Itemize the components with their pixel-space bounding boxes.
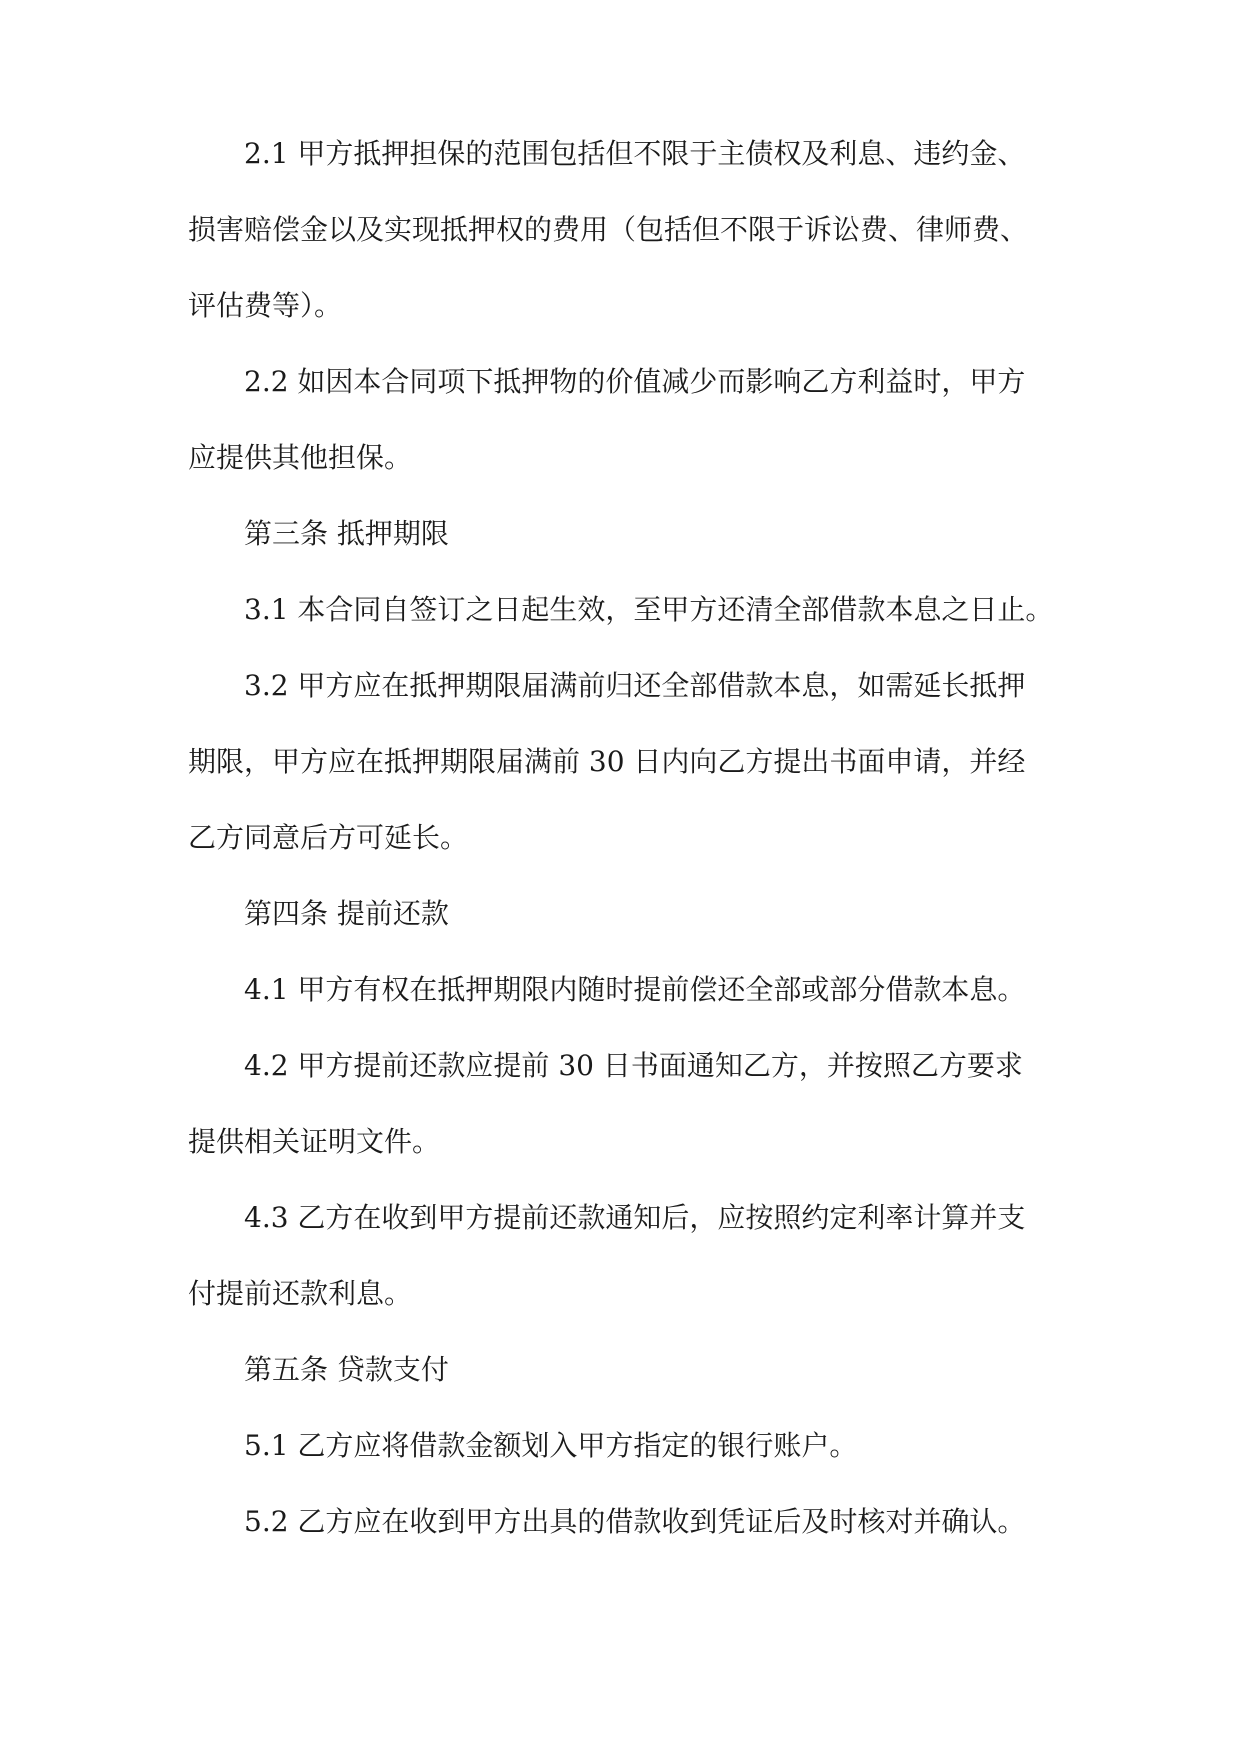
- clause-5-2-line-1: 5.2 乙方应在收到甲方出具的借款收到凭证后及时核对并确认。: [244, 1505, 1026, 1538]
- clause-4-2-line-1: 4.2 甲方提前还款应提前 30 日书面通知乙方，并按照乙方要求: [244, 1049, 1023, 1082]
- clause-4-1-line-1: 4.1 甲方有权在抵押期限内随时提前偿还全部或部分借款本息。: [244, 973, 1026, 1006]
- article-3-heading: 第三条 抵押期限: [244, 517, 449, 550]
- clause-2-2-line-2: 应提供其他担保。: [188, 441, 413, 474]
- clause-3-2-line-1: 3.2 甲方应在抵押期限届满前归还全部借款本息，如需延长抵押: [244, 669, 1026, 702]
- clause-4-2-line-2: 提供相关证明文件。: [188, 1125, 441, 1158]
- clause-3-2-line-2: 期限，甲方应在抵押期限届满前 30 日内向乙方提出书面申请，并经: [188, 745, 1026, 778]
- clause-3-1-line-1: 3.1 本合同自签订之日起生效，至甲方还清全部借款本息之日止。: [244, 593, 1054, 626]
- clause-4-3-line-1: 4.3 乙方在收到甲方提前还款通知后，应按照约定利率计算并支: [244, 1201, 1026, 1234]
- clause-2-2-line-1: 2.2 如因本合同项下抵押物的价值减少而影响乙方利益时，甲方: [244, 365, 1026, 398]
- article-4-heading: 第四条 提前还款: [244, 897, 449, 930]
- clause-4-3-line-2: 付提前还款利息。: [188, 1277, 413, 1310]
- clause-2-1-line-2: 损害赔偿金以及实现抵押权的费用（包括但不限于诉讼费、律师费、: [188, 213, 1029, 246]
- clause-3-2-line-3: 乙方同意后方可延长。: [188, 821, 469, 854]
- clause-2-1-line-3: 评估费等）。: [188, 289, 343, 322]
- article-5-heading: 第五条 贷款支付: [244, 1353, 449, 1386]
- clause-2-1-line-1: 2.1 甲方抵押担保的范围包括但不限于主债权及利息、违约金、: [244, 137, 1026, 170]
- clause-5-1-line-1: 5.1 乙方应将借款金额划入甲方指定的银行账户。: [244, 1429, 858, 1462]
